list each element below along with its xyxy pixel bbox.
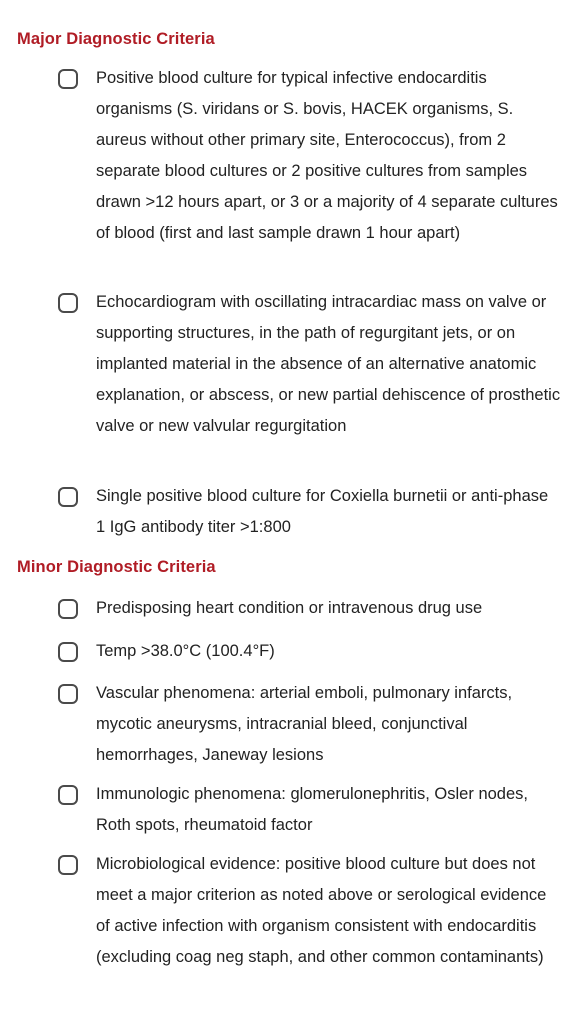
major-criterion-3-text: Single positive blood culture for Coxiella burnetii or anti-phase 1 IgG antibody titer >1:800	[96, 487, 549, 536]
minor-criterion-5-text: Microbiological evidence: positive blood culture but does not meet a major criterion as noted above or serological evidence of active infection with organism consistent with endocarditis (excluding coag neg staph, and other common contaminants)	[96, 855, 547, 966]
minor-criterion-5-checkbox[interactable]	[58, 855, 78, 875]
major-criterion-2-text: Echocardiogram with oscillating intracardiac mass on valve or supporting structures, in the path of regurgitant jets, or on implanted material in the absence of an alternative anatomic explanation, or abscess, or new partial dehiscence of prosthetic valve or new valvular regurgitation	[96, 293, 561, 435]
major-criterion-1-checkbox[interactable]	[58, 69, 78, 89]
major-criterion-3-checkbox[interactable]	[58, 487, 78, 507]
major-criteria-header: Major Diagnostic Criteria	[17, 30, 215, 48]
minor-criterion-2-text: Temp >38.0°C (100.4°F)	[96, 642, 275, 660]
minor-criterion-4-text: Immunologic phenomena: glomerulonephritis, Osler nodes, Roth spots, rheumatoid factor	[96, 785, 528, 834]
major-criterion-2-checkbox[interactable]	[58, 293, 78, 313]
minor-criterion-3-checkbox[interactable]	[58, 684, 78, 704]
minor-criterion-4-checkbox[interactable]	[58, 785, 78, 805]
minor-criterion-2-checkbox[interactable]	[58, 642, 78, 662]
minor-criterion-1-text: Predisposing heart condition or intravenous drug use	[96, 599, 483, 617]
minor-criterion-3-text: Vascular phenomena: arterial emboli, pulmonary infarcts, mycotic aneurysms, intracranial bleed, conjunctival hemorrhages, Janeway lesions	[96, 684, 513, 764]
minor-criteria-header: Minor Diagnostic Criteria	[17, 558, 216, 576]
minor-criterion-1-checkbox[interactable]	[58, 599, 78, 619]
major-criterion-1-text: Positive blood culture for typical infective endocarditis organisms (S. viridans or S. bovis, HACEK organisms, S. aureus without other primary site, Enterococcus), from 2 separate blood cultures or 2 positive cultures from samples drawn >12 hours apart, or 3 or a majority of 4 separate cultures of blood (first and last sample drawn 1 hour apart)	[96, 69, 558, 242]
